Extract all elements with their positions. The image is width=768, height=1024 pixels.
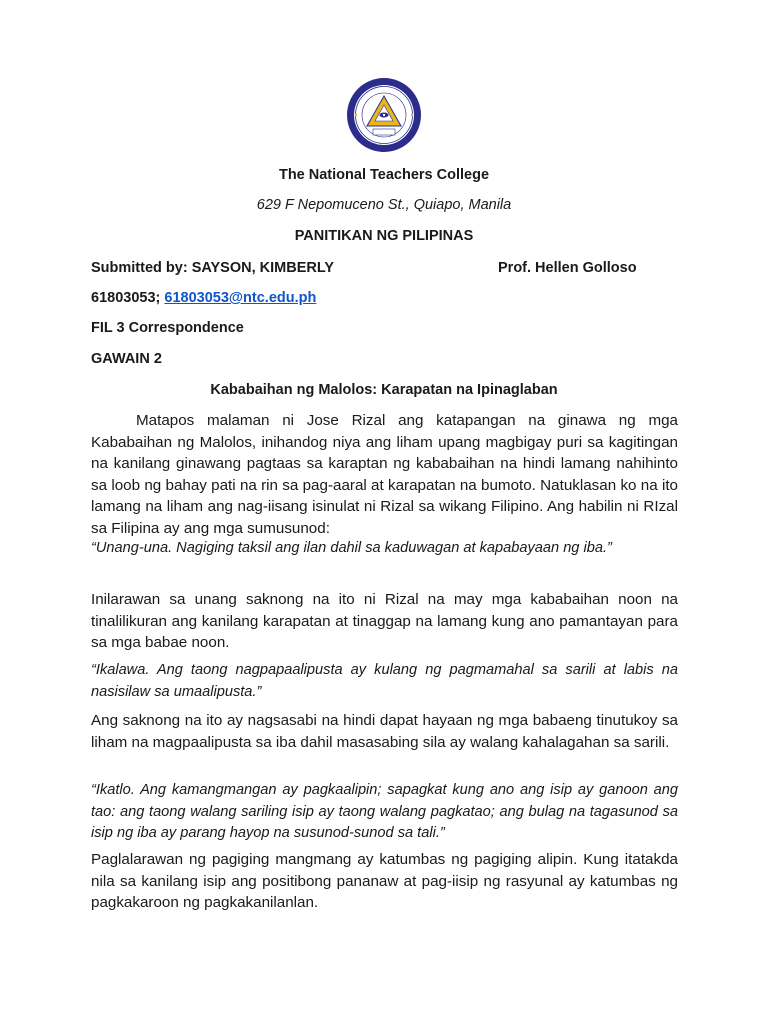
body-paragraph-3: Ang saknong na ito ay nagsasabi na hindi dapat hayaan ng mga babaeng tinutukoy sa liham na magpaalipusta sa iba dahil masasabing sila ay walang kahalagahan sa sarili. bbox=[91, 712, 678, 751]
submitted-by: Submitted by: SAYSON, KIMBERLY bbox=[91, 260, 335, 276]
college-seal-logo bbox=[345, 76, 423, 154]
quote-paragraph-3: “Ikatlo. Ang kamangmangan ay pagkaalipin; sapagkat kung ano ang isip ay ganoon ang tao: ang taong walang sariling isip ay taong walang pagkatao; ang bulag na tagasunod sa isip ng iba ay parang hayop na susunod-sunod sa tali.” bbox=[91, 782, 678, 842]
email-link[interactable]: 61803053@ntc.edu.ph bbox=[164, 290, 317, 306]
separator: ; bbox=[155, 290, 161, 306]
course-title: PANITIKAN NG PILIPINAS bbox=[294, 228, 474, 244]
body-paragraph-2: Inilarawan sa unang saknong na ito ni Rizal na may mga kababaihan noon na tinalilikuran ang kanilang karapatan at tinaggap na lamang kung ano pamantayan para sa mga babae noon. bbox=[91, 591, 678, 652]
quote-paragraph-1: “Unang-una. Nagiging taksil ang ilan dahil sa kaduwagan at kapabayaan ng iba.” bbox=[91, 540, 612, 556]
subject-line: FIL 3 Correspondence bbox=[91, 320, 244, 336]
college-address: 629 F Nepomuceno St., Quiapo, Manila bbox=[256, 197, 512, 213]
professor-name: Prof. Hellen Golloso bbox=[498, 260, 637, 276]
student-id: 61803053 bbox=[91, 290, 156, 306]
body-paragraph-4: Paglalarawan ng pagiging mangmang ay katumbas ng pagiging alipin. Kung itatakda nila sa kanilang isip ang positibong pananaw at pag-iisip ng rasyunal ay katumbas ng pagkakaroon ng pagkakanilanlan. bbox=[91, 851, 678, 912]
quote-paragraph-2: “Ikalawa. Ang taong nagpapaalipusta ay kulang ng pagmamahal sa sarili at labis na nasisilaw sa umaalipusta.” bbox=[91, 662, 678, 700]
body-paragraph-1: Matapos malaman ni Jose Rizal ang katapangan na ginawa ng mga Kababaihan ng Malolos, inihandog niya ang liham upang magbigay puri sa kagitingan na kanilang ginawang pagtaas sa karaptan ng kababaihan na hindi lamang nahihinto sa loob ng bahay pati na rin sa pag-aaral at karapatan na bumoto. Natuklasan ko na ito lamang na liham ang nag-iisang isinulat ni Rizal sa wikang Filipino. Ang habilin ni RIzal sa Filipina ay ang mga sumusunod: bbox=[91, 412, 678, 537]
document-title: Kababaihan ng Malolos: Karapatan na Ipinaglaban bbox=[210, 382, 558, 398]
student-contact-line bbox=[91, 290, 316, 306]
college-name: The National Teachers College bbox=[278, 167, 490, 183]
activity-label: GAWAIN 2 bbox=[91, 351, 162, 367]
